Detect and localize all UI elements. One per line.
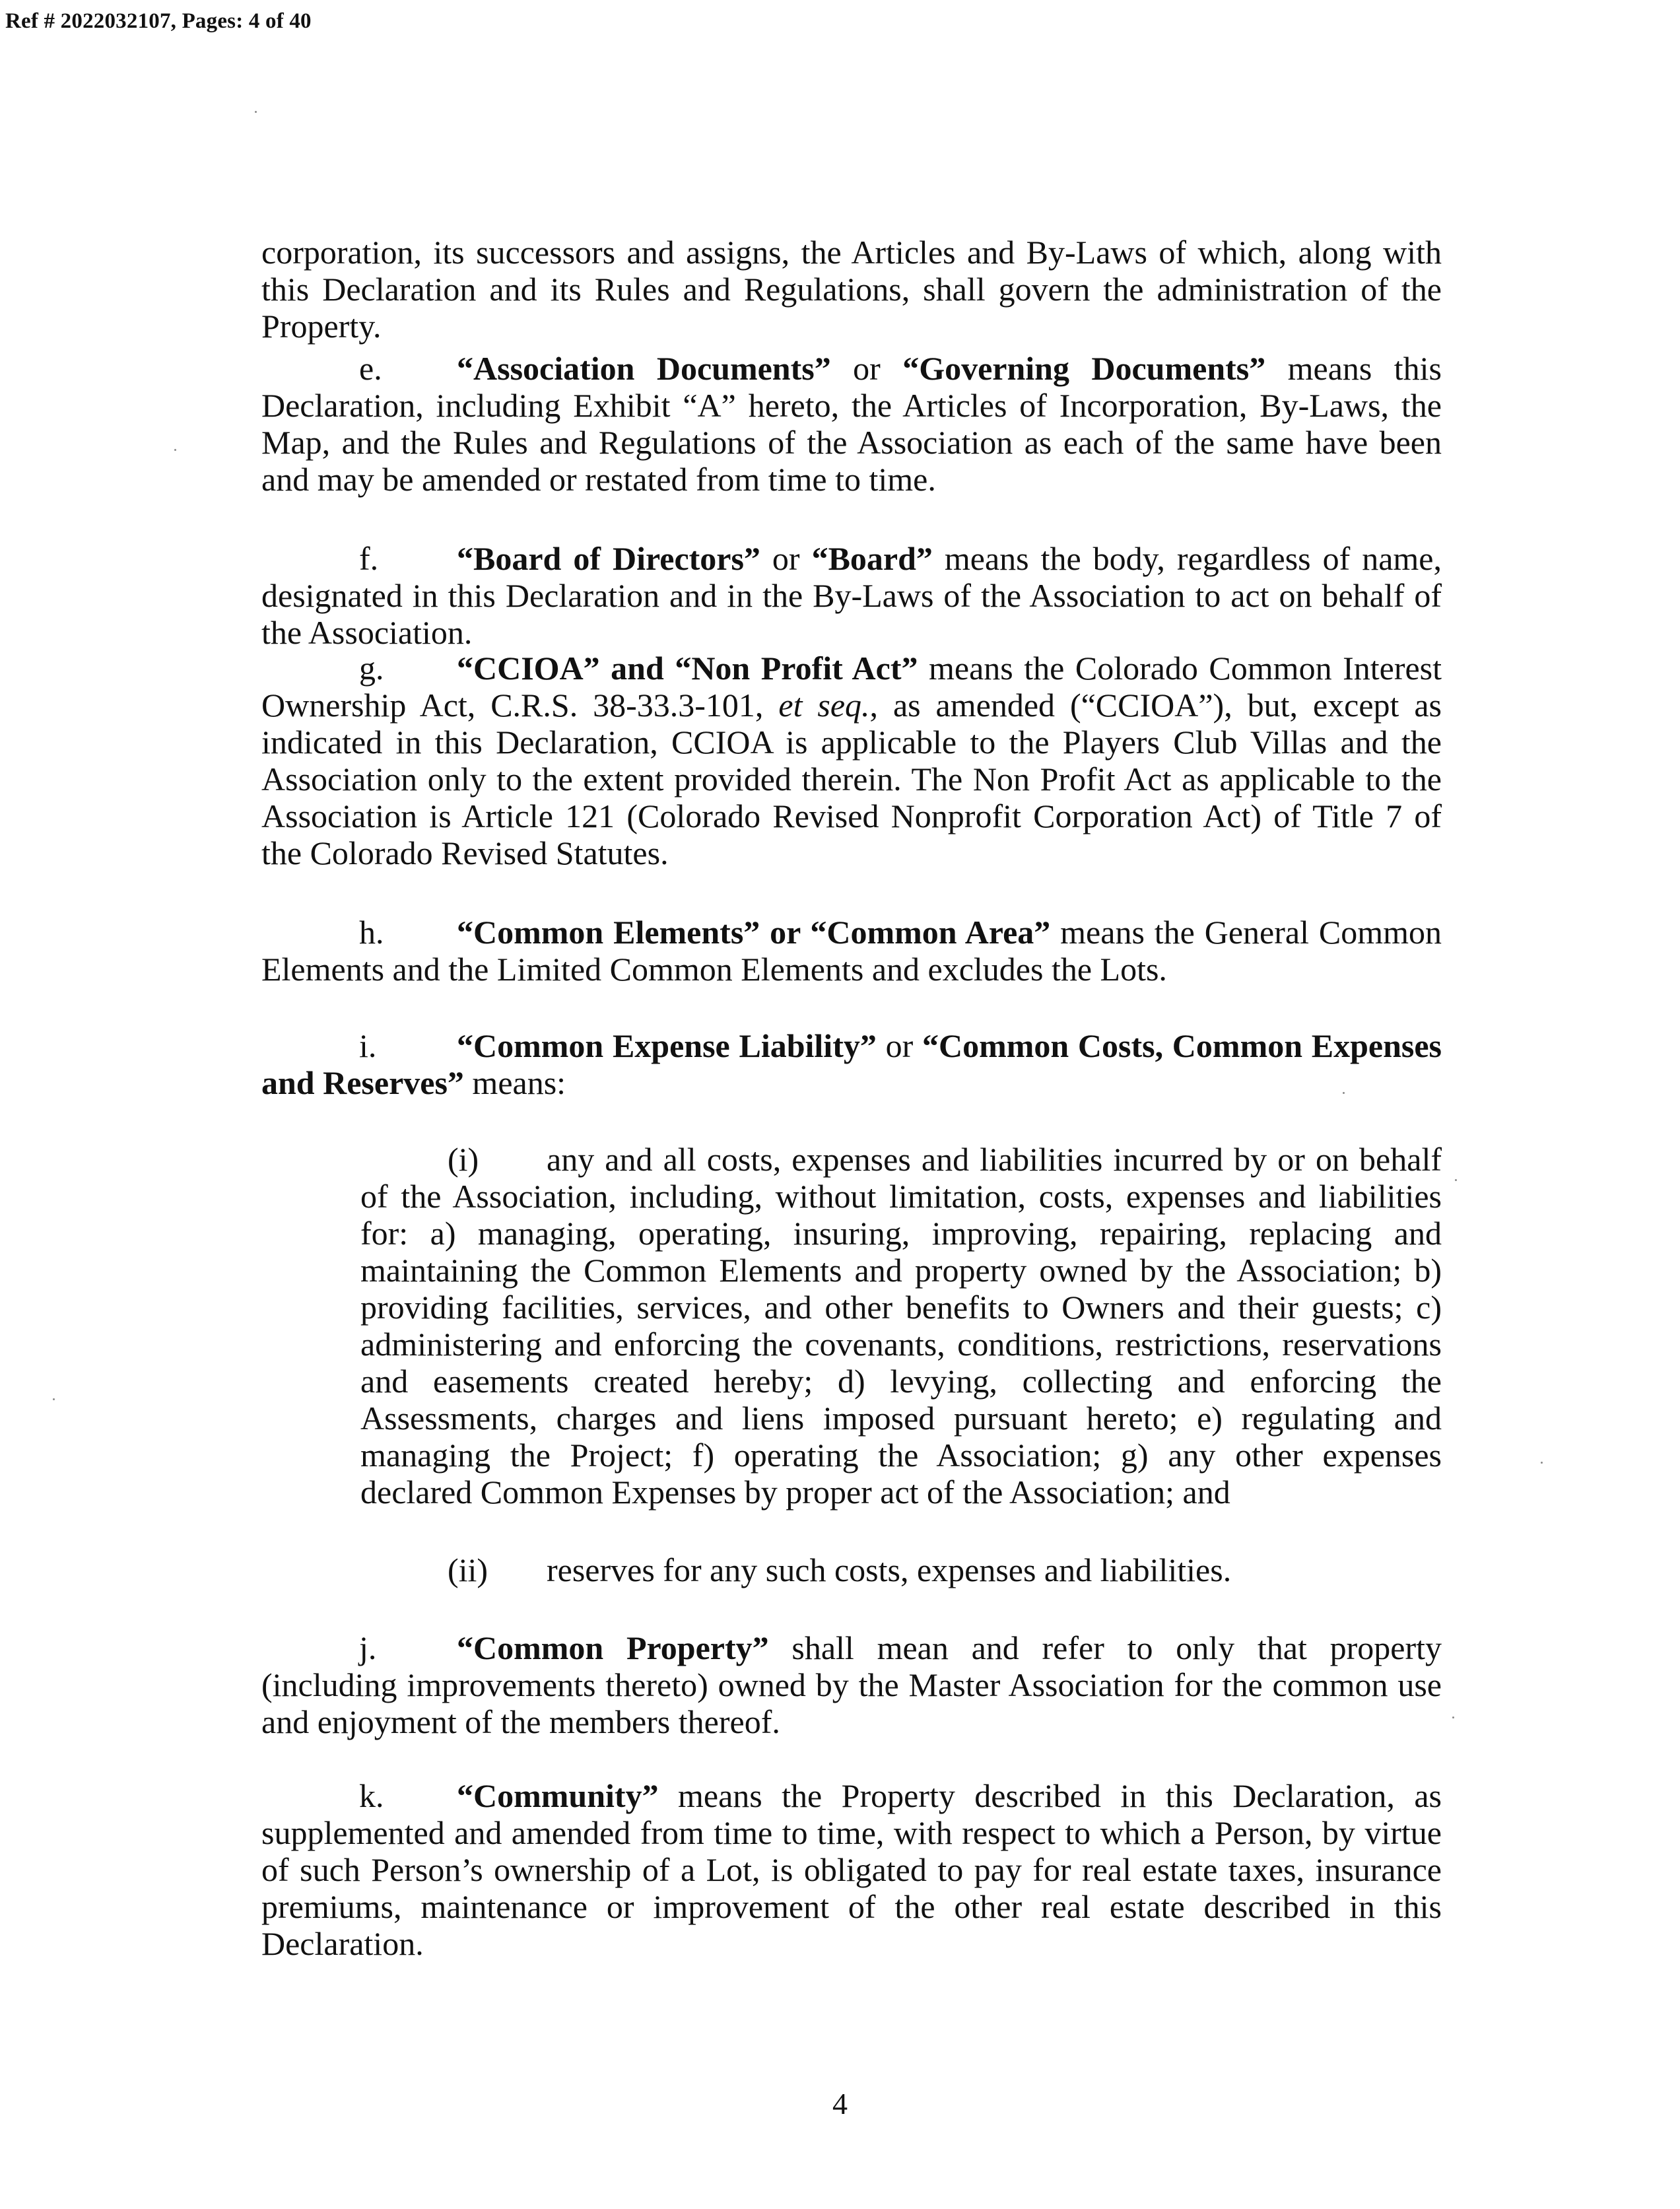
- paragraph-h-label: h.: [359, 914, 384, 951]
- paragraph-h-text: means the General Common Elements and the Limited Common Elements and excludes the Lots.: [261, 914, 1442, 988]
- term-governing-documents: “Governing Documents”: [902, 350, 1266, 387]
- subparagraph-ii: [360, 1551, 1442, 1588]
- term-community: “Community”: [457, 1777, 659, 1814]
- term-joiner: or: [830, 350, 903, 387]
- term-common-property: “Common Property”: [457, 1629, 769, 1666]
- paragraph-f: [261, 540, 1442, 651]
- paragraph-e: [261, 350, 1442, 498]
- scan-speck: [1452, 1716, 1454, 1718]
- paragraph-i-text: means:: [463, 1064, 566, 1101]
- paragraph-e-label: e.: [359, 350, 382, 387]
- paragraph-h: [261, 914, 1442, 988]
- term-board: “Board”: [811, 540, 933, 577]
- term-joiner: or: [876, 1027, 922, 1064]
- paragraph-intro-text: corporation, its successors and assigns, the Articles and By-Laws of which, along with this Declaration and its Rules and Regulations, shall govern the administration of the Property.: [261, 234, 1442, 345]
- subparagraph-i-text: any and all costs, expenses and liabilities incurred by or on behalf of the Association, including, without limitation, costs, expenses and liabilities for: a) managing, operating, insuring, improving, repairing, replacing and maintaining the Common Elements and property owned by the Association; b) providing facilities, services, and other benefits to Owners and their guests; c) administering and enforcing the covenants, conditions, restrictions, reservations and easements created hereby; d) levying, collecting and enforcing the Assessments, charges and liens imposed pursuant hereto; e) regulating and managing the Project; f) operating the Association; g) any other expenses declared Common Expenses by proper act of the Association; and: [360, 1141, 1442, 1511]
- paragraph-k: [261, 1777, 1442, 1962]
- paragraph-j-text: shall mean and refer to only that property (including improvements thereto) owned by the Master Association for the common use and enjoyment of the members thereof.: [261, 1629, 1442, 1740]
- paragraph-i-label: i.: [359, 1027, 377, 1064]
- paragraph-g: [261, 650, 1442, 871]
- paragraph-f-label: f.: [359, 540, 379, 577]
- term-board-of-directors: “Board of Directors”: [457, 540, 760, 577]
- subparagraph-i: [360, 1141, 1442, 1511]
- term-association-documents: “Association Documents”: [457, 350, 831, 387]
- paragraph-e-text: means this Declaration, including Exhibit “A” hereto, the Articles of Incorporation, By-Laws, the Map, and the Rules and Regulations of the Association as each of the same have been and may be amended or restated from time to time.: [261, 350, 1442, 498]
- term-joiner: or: [760, 540, 812, 577]
- paragraph-g-text-b: , as amended (“CCIOA”), but, except as indicated in this Declaration, CCIOA is applicable to the Players Club Villas and the Association only to the extent provided therein. The Non Profit Act as applicable to the Association is Article 121 (Colorado Revised Nonprofit Corporation Act) of Title 7 of the Colorado Revised Statutes.: [261, 687, 1442, 871]
- paragraph-j: [261, 1629, 1442, 1740]
- scan-speck: [255, 111, 257, 113]
- scan-speck: [174, 449, 176, 451]
- paragraph-g-text-a: means the Colorado Common Interest Ownership Act, C.R.S. 38-33.3-101,: [261, 650, 1442, 724]
- scan-speck: [1455, 1179, 1457, 1181]
- subparagraph-i-label: (i): [448, 1141, 479, 1178]
- paragraph-f-text: means the body, regardless of name, designated in this Declaration and in the By-Laws of the Association to act on behalf of the Association.: [261, 540, 1442, 651]
- paragraph-k-label: k.: [359, 1777, 384, 1814]
- paragraph-j-label: j.: [359, 1629, 377, 1666]
- recording-reference-header: Ref # 2022032107, Pages: 4 of 40: [5, 9, 312, 33]
- paragraph-i: [261, 1027, 1442, 1101]
- subparagraph-ii-label: (ii): [448, 1551, 488, 1588]
- term-ccioa: “CCIOA” and “Non Profit Act”: [457, 650, 918, 687]
- paragraph-g-label: g.: [359, 650, 384, 687]
- term-common-expense-liability: “Common Expense Liability”: [457, 1027, 877, 1064]
- et-seq: et seq.: [778, 687, 870, 724]
- paragraph-intro: [261, 234, 1442, 345]
- paragraph-k-text: means the Property described in this Declaration, as supplemented and amended from time to time, with respect to which a Person, by virtue of such Person’s ownership of a Lot, is obligated to pay for real estate taxes, insurance premiums, maintenance or improvement of the other real estate described in this Declaration.: [261, 1777, 1442, 1962]
- term-common-costs: “Common Costs, Common Expenses and Reserves”: [261, 1027, 1442, 1101]
- page-number: 4: [832, 2087, 848, 2121]
- scan-speck: [1541, 1462, 1543, 1464]
- scan-speck: [53, 1398, 55, 1400]
- term-common-elements: “Common Elements” or “Common Area”: [457, 914, 1051, 951]
- subparagraph-ii-text: reserves for any such costs, expenses and liabilities.: [547, 1551, 1232, 1588]
- scan-speck: [1343, 1092, 1345, 1094]
